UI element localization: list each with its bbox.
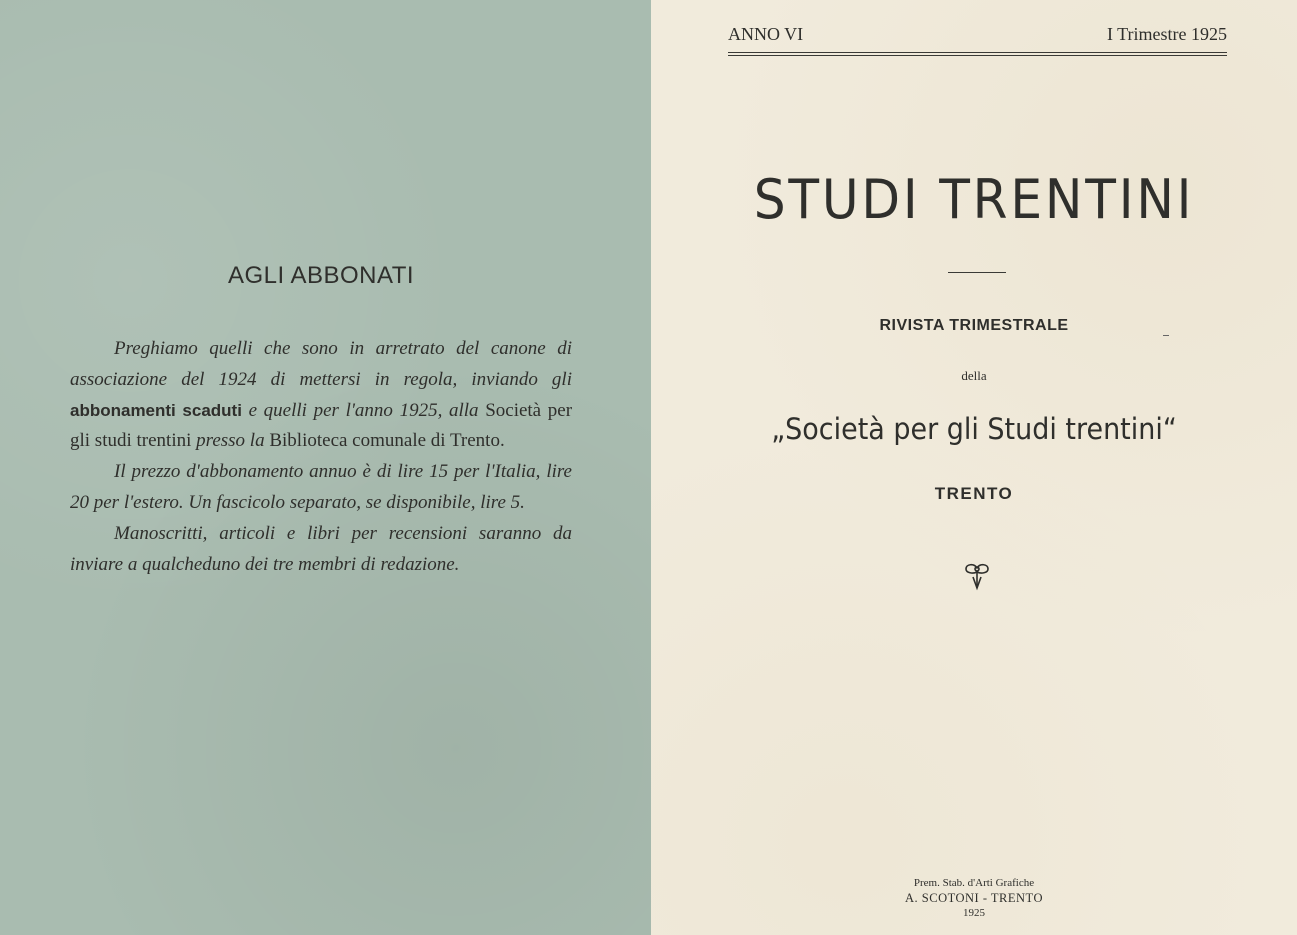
print-speck xyxy=(1163,335,1169,336)
journal-subtitle: RIVISTA TRIMESTRALE xyxy=(879,317,1069,334)
notice-paragraph-3: Manoscritti, articoli e libri per recensioni saranno da inviare a qualcheduno dei tre membri di redazione. xyxy=(70,522,572,575)
notice-p1-part-a: Preghiamo quelli che sono in arretrato del canone di associazione del 1924 di mettersi in regola, inviando gli xyxy=(70,338,572,390)
society-name: „Società per gli Studi trentini“ xyxy=(771,412,1177,446)
notice-paragraph-1 xyxy=(70,334,572,457)
notice-p1-bold: abbonamenti scaduti xyxy=(70,400,242,420)
printer-imprint xyxy=(651,876,1297,921)
della-label: della xyxy=(961,368,987,383)
journal-title: STUDI TRENTINI xyxy=(753,168,1195,231)
notice-p1-presso: presso la xyxy=(196,430,265,452)
notice-title: AGLI ABBONATI xyxy=(227,262,415,289)
publisher-emblem-icon xyxy=(962,560,992,592)
notice-body xyxy=(70,334,572,580)
notice-p1-library: Biblioteca comunale di Trento. xyxy=(269,430,505,452)
issue-label: I Trimestre 1925 xyxy=(1106,24,1227,44)
volume-label: ANNO VI xyxy=(728,24,804,44)
notice-p1-part-c: e quelli per l'anno 1925, alla xyxy=(248,399,479,421)
printer-line-2: A. SCOTONI - TRENTO xyxy=(905,891,1043,905)
right-page xyxy=(651,0,1297,935)
notice-paragraph-2: Il prezzo d'abbonamento annuo è di lire 15 per l'Italia, lire 20 per l'estero. Un fascicolo separato, se disponibile, lire 5. xyxy=(70,461,572,513)
city-label: TRENTO xyxy=(934,484,1014,503)
notice-p1-society: Società per gli studi trentini xyxy=(70,399,573,452)
title-divider xyxy=(948,272,1006,273)
printer-line-3: 1925 xyxy=(963,907,985,919)
header-rule xyxy=(728,52,1227,56)
printer-line-1: Prem. Stab. d'Arti Grafiche xyxy=(913,877,1035,889)
